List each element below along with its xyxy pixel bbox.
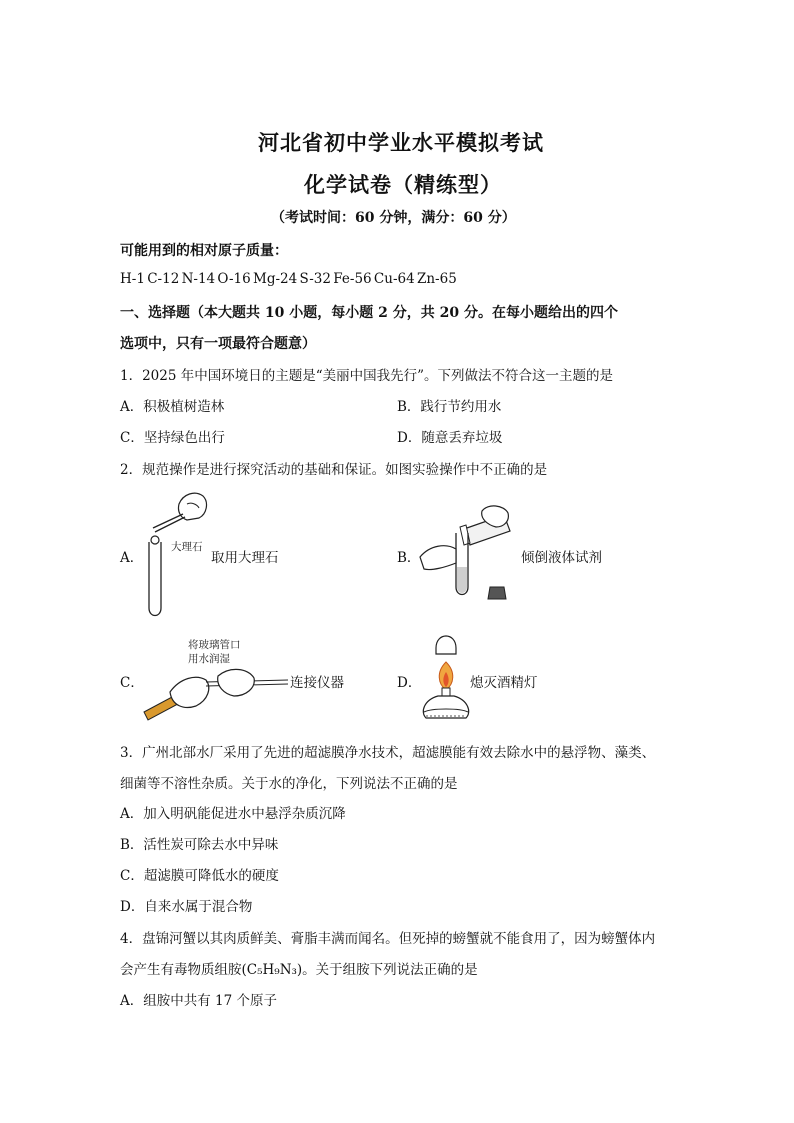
q3-option-b: B．活性炭可除去水中异味 (120, 837, 279, 853)
q4-stem-line2: 会产生有毒物质组胺(C₅H₉N₃)。关于组胺下列说法正确的是 (120, 962, 478, 978)
wet-glass-tube-label-2: 用水润湿 (188, 653, 230, 665)
q3-stem-line2: 细菌等不溶性杂质。关于水的净化，下列说法不正确的是 (120, 776, 458, 792)
section-heading-line2: 选项中，只有一项最符合题意） (120, 336, 316, 352)
wet-glass-tube-label-1: 将玻璃管口 (188, 639, 241, 651)
q3-stem-line1: 3．广州北部水厂采用了先进的超滤膜净水技术，超滤膜能有效去除水中的悬浮物、藻类、 (120, 745, 656, 761)
q3-option-d: D．自来水属于混合物 (120, 899, 253, 915)
marble-test-tube-figure (143, 488, 213, 618)
q2-option-a-letter: A． (120, 550, 144, 566)
section-heading-line1: 一、选择题（本大题共 10 小题，每小题 2 分，共 20 分。在每小题给出的四个 (120, 305, 618, 321)
pouring-liquid-figure (420, 505, 520, 605)
q4-option-a: A．组胺中共有 17 个原子 (120, 993, 278, 1009)
q2-option-b-caption: 倾倒液体试剂 (521, 550, 602, 566)
alcohol-lamp-figure (414, 628, 474, 724)
q4-stem-line1: 4．盘锦河蟹以其肉质鲜美、膏脂丰满而闻名。但死掉的螃蟹就不能食用了，因为螃蟹体内 (120, 931, 656, 947)
q1-option-d: D．随意丢弃垃圾 (397, 430, 503, 446)
exam-info: （考试时间：60 分钟，满分：60 分） (271, 210, 516, 226)
q3-option-c: C．超滤膜可降低水的硬度 (120, 868, 279, 884)
q2-option-c-caption: 连接仪器 (290, 675, 344, 691)
connecting-apparatus-figure (140, 636, 290, 726)
q1-option-c: C．坚持绿色出行 (120, 430, 225, 446)
q2-option-b-letter: B． (397, 550, 421, 566)
exam-title: 河北省初中学业水平模拟考试 (258, 130, 544, 155)
atomic-mass-values: H-1 C-12 N-14 O-16 Mg-24 S-32 Fe-56 Cu-64 Zn-65 (120, 271, 457, 287)
marble-label: 大理石 (171, 541, 203, 553)
atomic-mass-heading: 可能用到的相对原子质量： (120, 243, 288, 259)
q2-option-d-caption: 熄灭酒精灯 (470, 675, 538, 691)
q2-stem: 2．规范操作是进行探究活动的基础和保证。如图实验操作中不正确的是 (120, 462, 548, 478)
exam-subtitle: 化学试卷（精练型） (304, 172, 502, 197)
q1-stem: 1．2025 年中国环境日的主题是“美丽中国我先行”。下列做法不符合这一主题的是 (120, 368, 614, 384)
q2-option-c-letter: C． (120, 675, 144, 691)
q2-option-d-letter: D． (397, 675, 422, 691)
q1-option-a: A．积极植树造林 (120, 399, 225, 415)
q1-option-b: B．践行节约用水 (397, 399, 502, 415)
q2-option-a-caption: 取用大理石 (211, 550, 279, 566)
q3-option-a: A．加入明矾能促进水中悬浮杂质沉降 (120, 806, 346, 822)
